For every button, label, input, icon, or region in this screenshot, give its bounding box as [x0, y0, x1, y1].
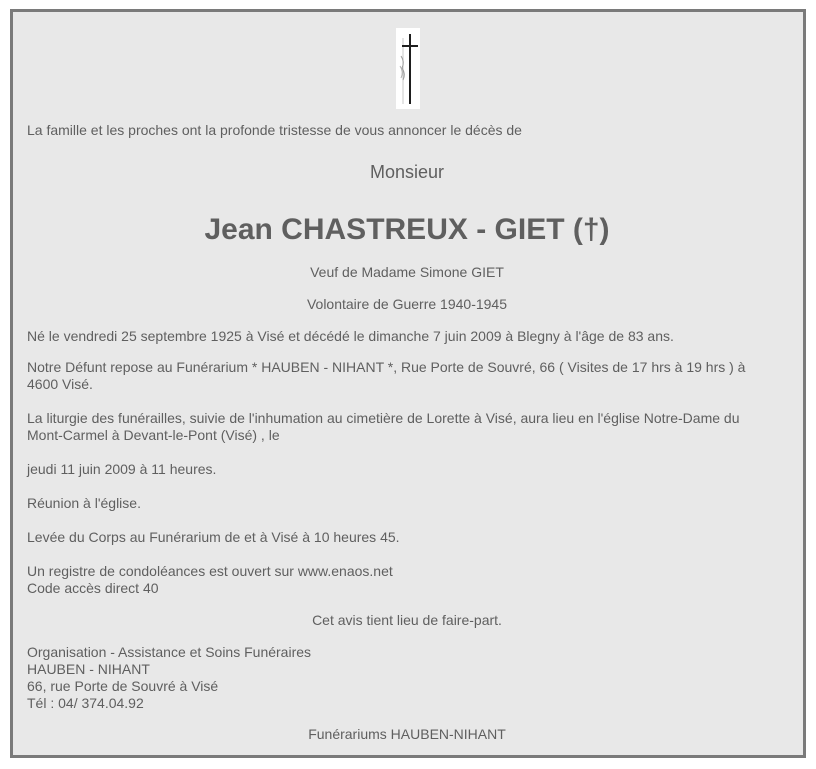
registry-paragraph — [27, 563, 787, 597]
organisation-line-1: Organisation - Assistance et Soins Funéraires — [27, 644, 312, 660]
body-lift-text: Levée du Corps au Funérarium de et à Visé à 10 heures 45. — [27, 529, 400, 545]
footer-text: Funérariums HAUBEN-NIHANT — [308, 726, 506, 742]
liturgy-line-2: Mont-Carmel à Devant-le-Pont (Visé) , le — [27, 427, 280, 443]
distinction-text: Volontaire de Guerre 1940-1945 — [306, 296, 508, 312]
rest-line-1: Notre Défunt repose au Funérarium * HAUBEN - NIHANT *, Rue Porte de Souvré, 66 ( Visites de 17 hrs à 19 hrs ) à — [27, 359, 746, 375]
organisation-line-3: 66, rue Porte de Souvré à Visé — [27, 678, 219, 694]
organisation-block — [27, 644, 787, 712]
meeting-text: Réunion à l'église. — [27, 495, 141, 511]
title-text: Monsieur — [369, 162, 445, 182]
liturgy-paragraph — [27, 410, 787, 444]
ceremony-date: jeudi 11 juin 2009 à 11 heures. — [27, 461, 217, 477]
notice-text: Cet avis tient lieu de faire-part. — [312, 612, 502, 628]
rest-line-2: 4600 Visé. — [27, 376, 93, 392]
deceased-name: Jean CHASTREUX - GIET (†) — [204, 213, 610, 246]
spouse-text: Veuf de Madame Simone GIET — [310, 264, 504, 280]
birth-death-text: Né le vendredi 25 septembre 1925 à Visé et décédé le dimanche 7 juin 2009 à Blegny à l'âge de 83 ans. — [27, 328, 674, 344]
death-notice-card — [10, 9, 806, 758]
cross-icon — [396, 28, 420, 109]
registry-line-1: Un registre de condoléances est ouvert sur www.enaos.net — [27, 563, 393, 579]
rest-paragraph — [27, 359, 787, 393]
liturgy-line-1: La liturgie des funérailles, suivie de l'inhumation au cimetière de Lorette à Visé, aura lieu en l'église Notre-Dame du — [27, 410, 740, 426]
organisation-line-2: HAUBEN - NIHANT — [27, 661, 150, 677]
organisation-line-4: Tél : 04/ 374.04.92 — [27, 695, 144, 711]
registry-line-2: Code accès direct 40 — [27, 580, 159, 596]
intro-text: La famille et les proches ont la profonde tristesse de vous annoncer le décès de — [27, 122, 522, 138]
